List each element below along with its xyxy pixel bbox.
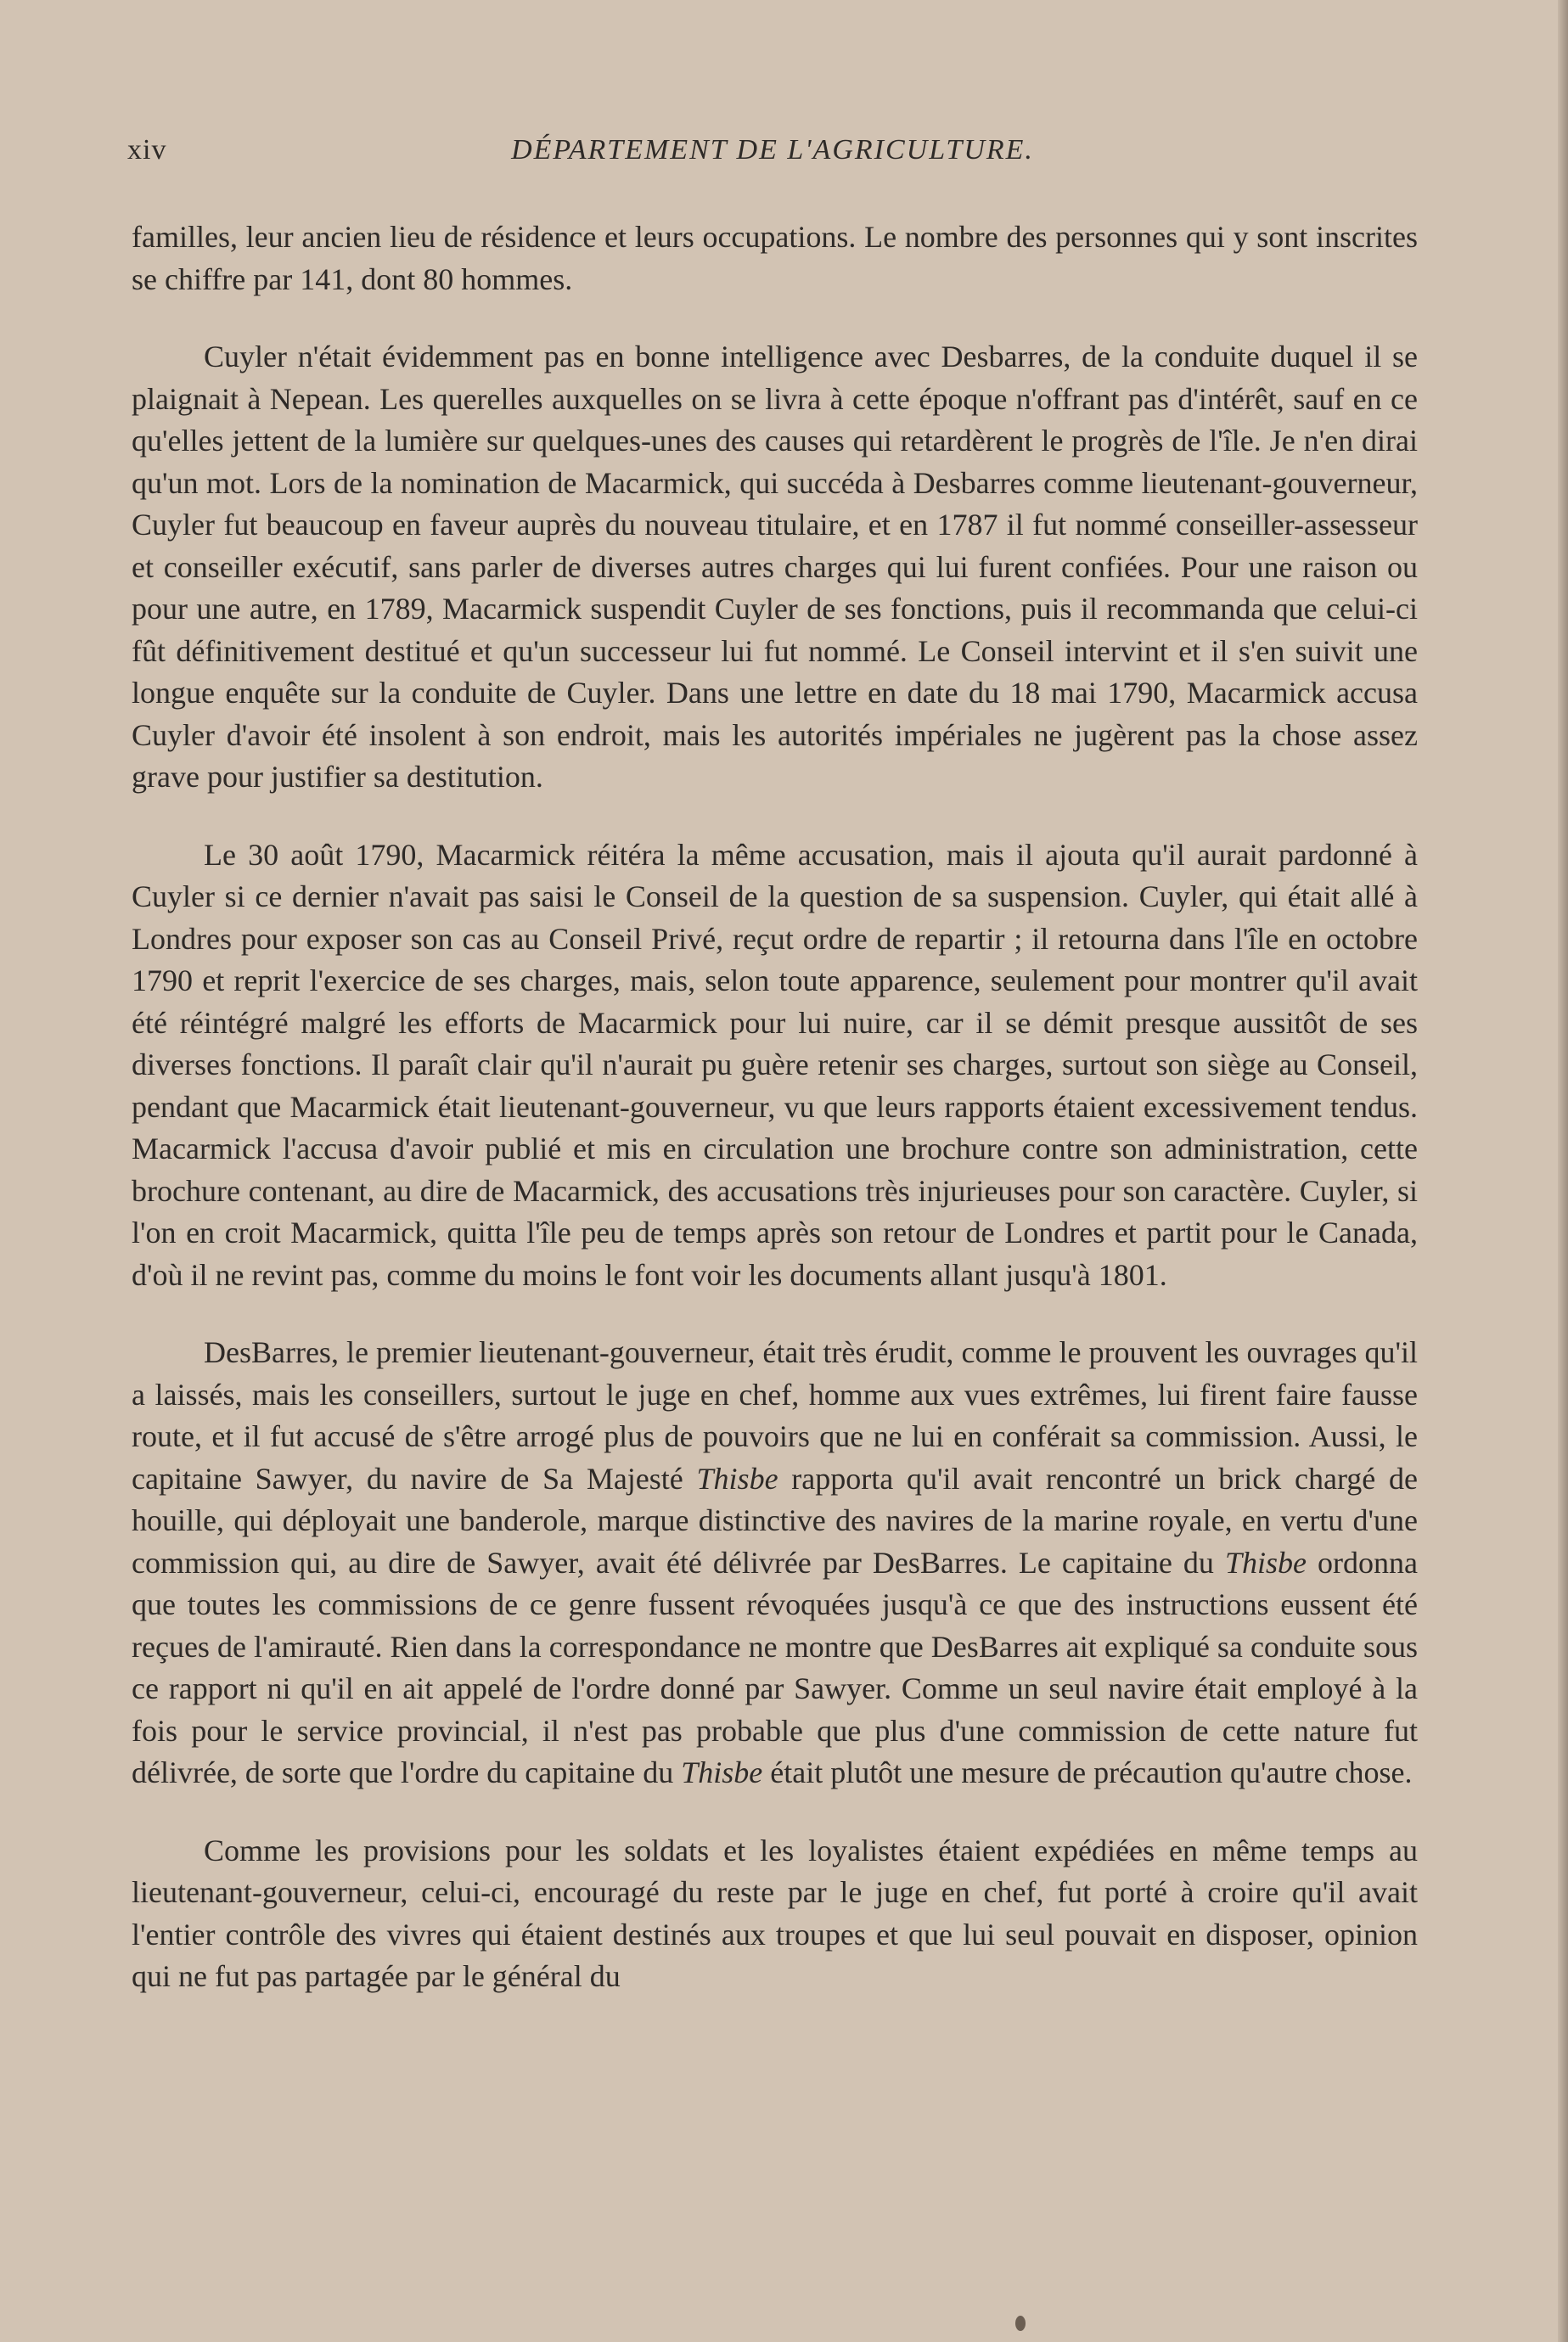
paragraph-3: Le 30 août 1790, Macarmick réitéra la même accusation, mais il ajouta qu'il aurait pardonné à Cuyler si ce dernier n'avait pas saisi le Conseil de la question de sa suspension. Cuyler, qui était allé à Londres pour exposer son cas au Conseil Privé, reçut ordre de repartir ; il retourna dans l'île en octobre 1790 et reprit l'exercice de ses charges, mais, selon toute apparence, seulement pour montrer qu'il avait été réintégré malgré les efforts de Macarmick pour lui nuire, car il se démit presque aussitôt de ses diverses fonctions. Il paraît clair qu'il n'aurait pu guère retenir ses charges, surtout son siège au Conseil, pendant que Macarmick était lieutenant-gouverneur, vu que leurs rapports étaient excessivement tendus. Macarmick l'accusa d'avoir publié et mis en circulation une brochure contre son administration, cette brochure contenant, au dire de Macarmick, des accusations très injurieuses pour son caractère. Cuyler, si l'on en croit Macarmick, quitta l'île peu de temps après son retour de Londres et partit pour le Canada, d'où il ne revint pas, comme du moins le font voir les documents allant jusqu'à 1801. (132, 837, 1418, 1292)
page-edge (1558, 0, 1568, 2342)
paragraph-4-text-4: était plutôt une mesure de précaution qu'autre chose. (762, 1755, 1413, 1789)
ship-name-2: Thisbe (1224, 1545, 1307, 1580)
ship-name-3: Thisbe (681, 1755, 763, 1789)
running-title: DÉPARTEMENT DE L'AGRICULTURE. (511, 134, 1034, 166)
paragraph-4-text-3: ordonna que toutes les commissions de ce genre fussent révoquées jusqu'à ce que des instructions eussent été reçues de l'amirauté. Rien dans la correspondance ne montre que DesBarres ait expliqué sa conduite sous ce rapport ni qu'il en ait appelé de l'ordre donné par Sawyer. Comme un seul navire était employé à la fois pour le service provincial, il n'est pas probable que plus d'une commission de cette nature fut délivrée, de sorte que l'ordre du capitaine du (132, 1545, 1418, 1789)
paragraph-5: Comme les provisions pour les soldats et les loyalistes étaient expédiées en même temps au lieutenant-gouverneur, celui-ci, encouragé du reste par le juge en chef, fut porté à croire qu'il avait l'entier contrôle des vivres qui étaient destinés aux troupes et que lui seul pouvait en disposer, opinion qui ne fut pas partagée par le général du (132, 1833, 1418, 1993)
paragraph-1: familles, leur ancien lieu de résidence et leurs occupations. Le nombre des personnes qui y sont inscrites se chiffre par 141, dont 80 hommes. (132, 220, 1418, 296)
paragraph-4-text-2: rapporta qu'il avait rencontré un brick chargé de houille, qui déployait une banderole, marque distinctive des navires de la marine royale, en vertu d'une commission qui, au dire de Sawyer, avait été délivrée par DesBarres. Le capitaine du (132, 1461, 1419, 1580)
body-text (132, 216, 1418, 2034)
ship-name-1: Thisbe (696, 1461, 778, 1496)
paragraph-4 (132, 1332, 1418, 1794)
page-number: xiv (127, 134, 167, 166)
paragraph-2: Cuyler n'était évidemment pas en bonne intelligence avec Desbarres, de la conduite duquel il se plaignait à Nepean. Les querelles auxquelles on se livra à cette époque n'offrant pas d'intérêt, sauf en ce qu'elles jettent de la lumière sur quelques-unes des causes qui retardèrent le progrès de l'île. Je n'en dirai qu'un mot. Lors de la nomination de Macarmick, qui succéda à Desbarres comme lieutenant-gouverneur, Cuyler fut beaucoup en faveur auprès du nouveau titulaire, et en 1787 il fut nommé conseiller-assesseur et conseiller exécutif, sans parler de diverses autres charges qui lui furent confiées. Pour une raison ou pour une autre, en 1789, Macarmick suspendit Cuyler de ses fonctions, puis il recommanda que celui-ci fût définitivement destitué et qu'un successeur lui fut nommé. Le Conseil intervint et il s'en suivit une longue enquête sur la conduite de Cuyler. Dans une lettre en date du 18 mai 1790, Macarmick accusa Cuyler d'avoir été insolent à son endroit, mais les autorités impériales ne jugèrent pas la chose assez grave pour justifier sa destitution. (132, 340, 1418, 794)
ink-spot (1015, 2316, 1026, 2331)
running-header (127, 134, 1418, 177)
paragraph-4-text-1: DesBarres, le premier lieutenant-gouverneur, était très érudit, comme le prouvent les ouvrages qu'il a laissés, mais les conseillers, surtout le juge en chef, homme aux vues extrêmes, lui firent faire fausse route, et il fut accusé de s'être arrogé plus de pouvoirs que ne lui en conférait sa commission. Aussi, le capitaine Sawyer, du navire de Sa Majesté (132, 1335, 1418, 1496)
